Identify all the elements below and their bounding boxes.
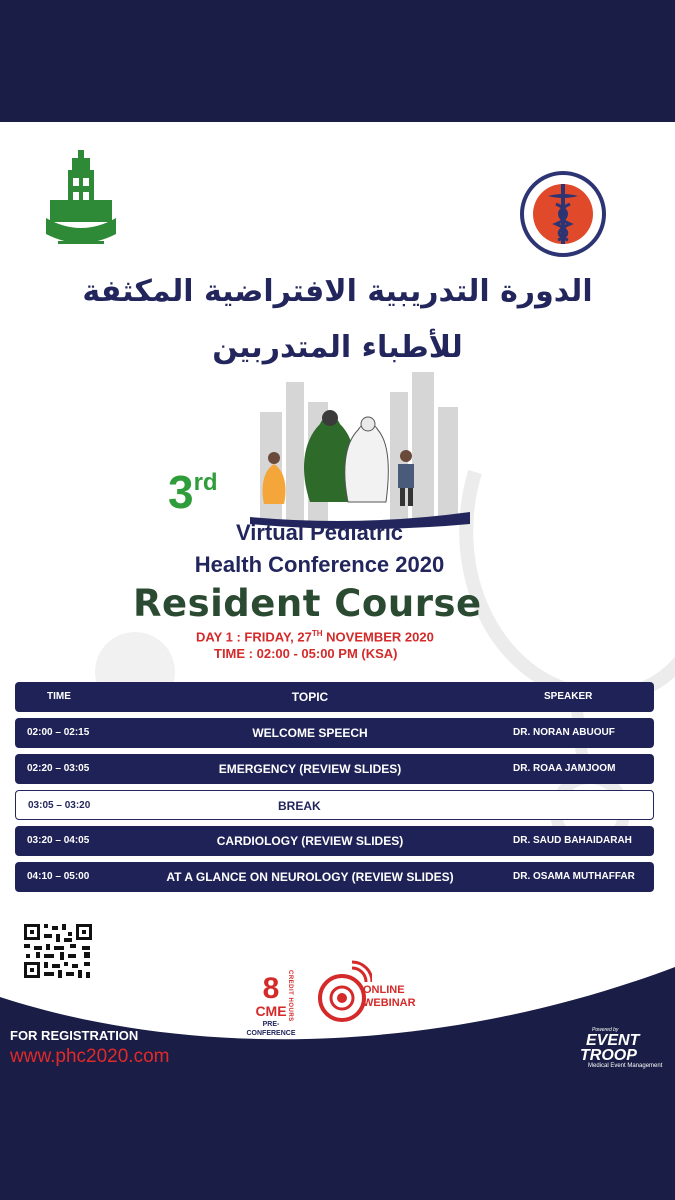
schedule-row (15, 754, 654, 784)
arabic-title-line1: الدورة التدريبية الافتراضية المكثفة (82, 274, 593, 309)
hospital-caduceus-logo (518, 170, 608, 258)
row-speaker: DR. ROAA JAMJOOM (513, 763, 616, 774)
schedule-table (15, 682, 654, 898)
eventtroop-logo: Powered by EVENT TROOP Medical Event Management (580, 1027, 663, 1069)
credit-hours-label: CREDIT HOURS (287, 970, 293, 1022)
schedule-row (15, 862, 654, 892)
family-illustration (240, 352, 480, 532)
header-speaker: SPEAKER (544, 691, 593, 702)
registration-label: FOR REGISTRATION (10, 1028, 139, 1043)
cme-badge: 8 CME PRE-CONFERENCE (246, 972, 296, 1037)
row-speaker: DR. NORAN ABUOUF (513, 727, 615, 738)
registration-url-link[interactable]: www.phc2020.com (10, 1046, 170, 1067)
arabic-title-line2: للأطباء المتدربين (212, 330, 463, 365)
time-line: TIME : 02:00 - 05:00 PM (KSA) (214, 646, 398, 661)
date-line: DAY 1 : FRIDAY, 27TH NOVEMBER 2020 (196, 629, 434, 645)
university-tower-logo (38, 148, 124, 250)
row-topic: WELCOME SPEECH (252, 726, 368, 740)
header-time: TIME (47, 691, 71, 702)
course-title: Resident Course (133, 582, 482, 625)
row-time: 04:10 – 05:00 (27, 871, 90, 882)
webinar-label: ONLINE WEBINAR (363, 984, 416, 1009)
edition-number: 3rd (168, 466, 218, 518)
conference-name-line2: Health Conference 2020 (194, 552, 445, 577)
schedule-row (15, 826, 654, 856)
row-time: 03:05 – 03:20 (28, 800, 91, 811)
row-topic: AT A GLANCE ON NEUROLOGY (REVIEW SLIDES) (166, 870, 454, 884)
row-time: 03:20 – 04:05 (27, 835, 90, 846)
header-topic: TOPIC (291, 690, 329, 704)
schedule-header-row (15, 682, 654, 712)
row-speaker: DR. OSAMA MUTHAFFAR (513, 871, 635, 882)
row-topic: EMERGENCY (REVIEW SLIDES) (218, 762, 402, 776)
conference-name-line1: Virtual Pediatric (235, 520, 404, 545)
row-topic: BREAK (278, 799, 321, 813)
row-time: 02:00 – 02:15 (27, 727, 90, 738)
schedule-row-break (15, 790, 654, 820)
schedule-row (15, 718, 654, 748)
row-time: 02:20 – 03:05 (27, 763, 90, 774)
row-speaker: DR. SAUD BAHAIDARAH (513, 835, 632, 846)
poster (0, 122, 675, 1078)
row-topic: CARDIOLOGY (REVIEW SLIDES) (216, 834, 404, 848)
